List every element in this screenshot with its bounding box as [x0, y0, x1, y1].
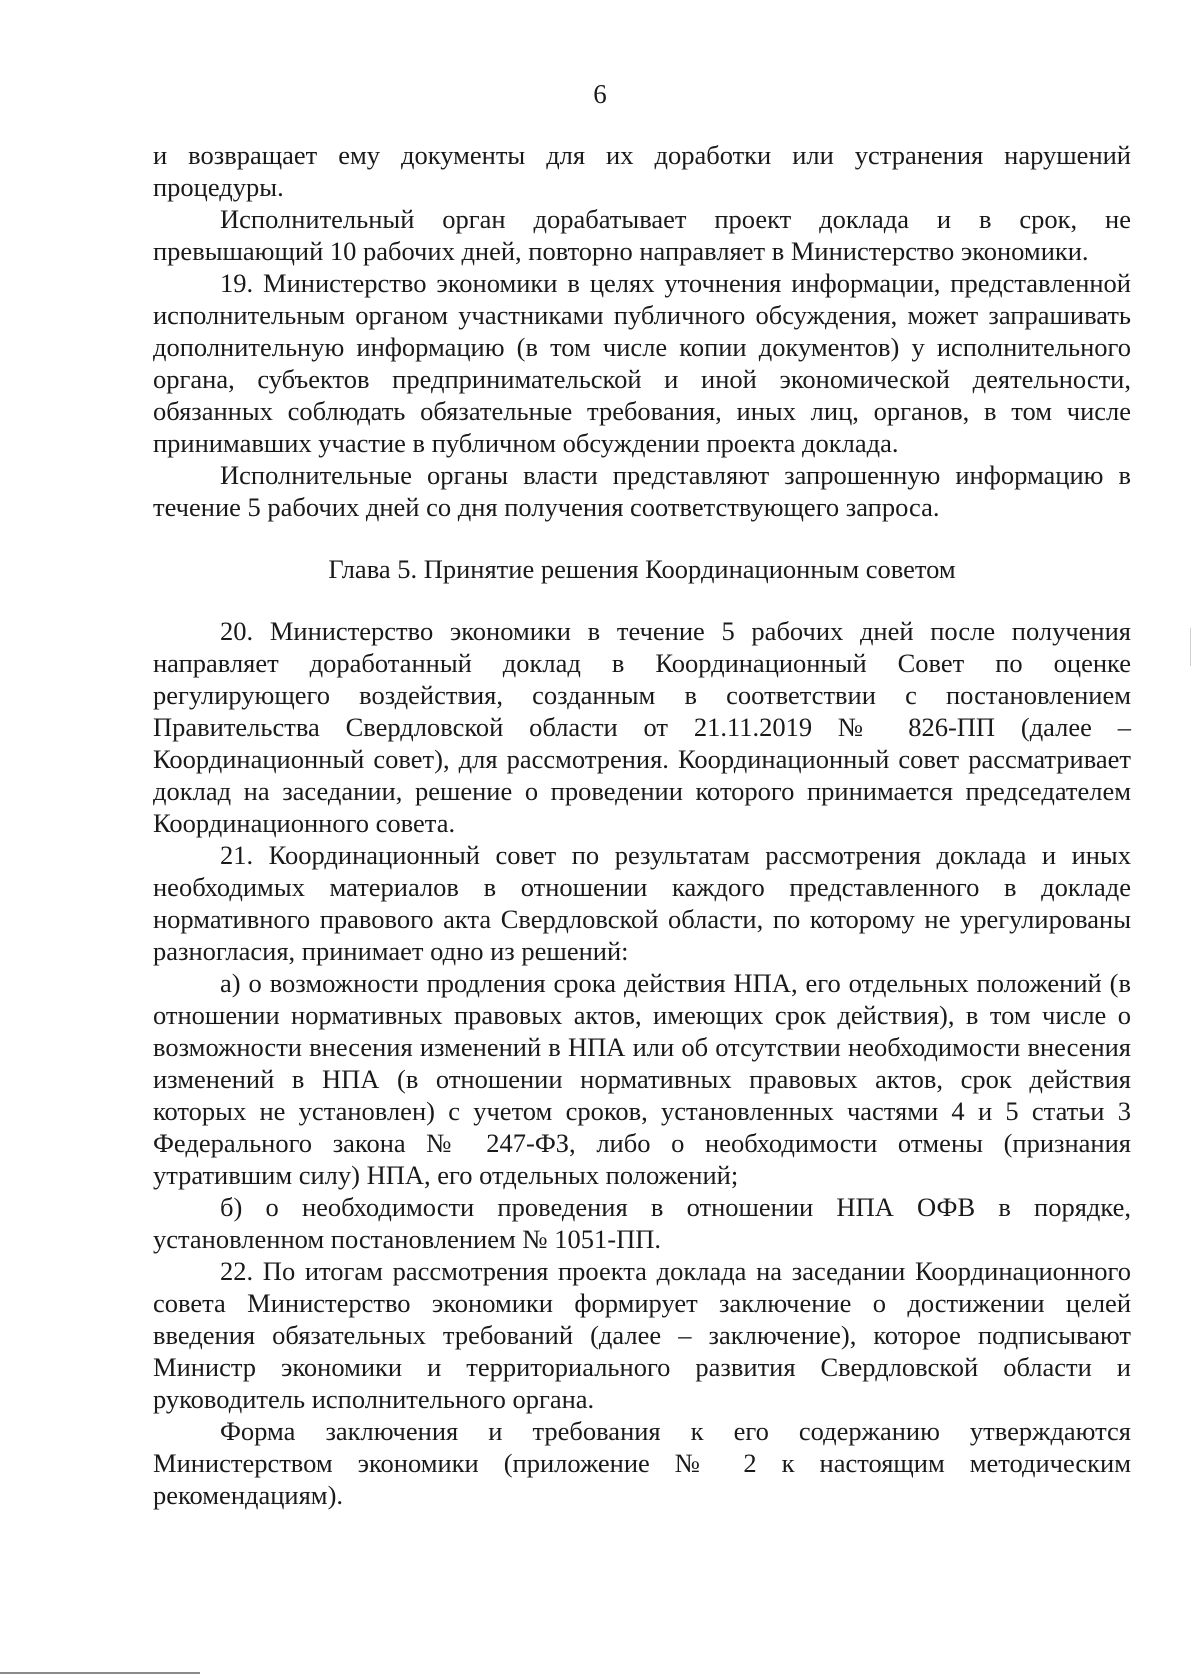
chapter-heading: Глава 5. Принятие решения Координационным советом [328, 554, 956, 584]
paragraph-subitem-a: а) о возможности продления срока действия НПА, его отдельных положений (в отношении нормативных правовых актов, имеющих срок действия), в том числе о возможности внесения изменений в НПА или об отсутствии необходимости внесения изменений в НПА (в отношении нормативных правовых актов, срок действия которых не установлен) с учетом сроков, установленных частями 4 и 5 статьи 3 Федерального закона № 247-ФЗ, либо о необходимости отмены (признания утратившим силу) НПА, его отдельных положений; [153, 968, 1131, 1190]
scan-artifact-mark [1190, 628, 1191, 666]
paragraph-item-21: 21. Координационный совет по результатам рассмотрения доклада и иных необходимых материалов в отношении каждого представленного в докладе нормативного правового акта Свердловской области, по которому не урегулированы разногласия, принимает одно из решений: [153, 840, 1131, 966]
paragraph-item-19: 19. Министерство экономики в целях уточнения информации, представленной исполнительным органом участниками публичного обсуждения, может запрашивать дополнительную информацию (в том числе копии документов) у исполнительного органа, субъектов предпринимательской и иной экономической деятельности, обязанных соблюдать обязательные требования, иных лиц, органов, в том числе принимавших участие в публичном обсуждении проекта доклада. [153, 268, 1131, 458]
scan-artifact-line [0, 1672, 200, 1674]
paragraph-continuation: и возвращает ему документы для их доработки или устранения нарушений процедуры. [153, 140, 1131, 202]
paragraph-subitem-b: б) о необходимости проведения в отношении НПА ОФВ в порядке, установленном постановлением № 1051-ПП. [153, 1192, 1131, 1254]
paragraph: Исполнительные органы власти представляют запрошенную информацию в течение 5 рабочих дней со дня получения соответствующего запроса. [153, 460, 1131, 522]
paragraph-item-22: 22. По итогам рассмотрения проекта доклада на заседании Координационного совета Министерство экономики формирует заключение о достижении целей введения обязательных требований (далее – заключение), которое подписывают Министр экономики и территориального развития Свердловской области и руководитель исполнительного органа. [153, 1256, 1131, 1414]
page-number: 6 [593, 79, 607, 109]
paragraph: Исполнительный орган дорабатывает проект доклада и в срок, не превышающий 10 рабочих дней, повторно направляет в Министерство экономики. [153, 204, 1131, 266]
paragraph: Форма заключения и требования к его содержанию утверждаются Министерством экономики (приложение № 2 к настоящим методическим рекомендациям). [153, 1416, 1131, 1510]
paragraph-item-20: 20. Министерство экономики в течение 5 рабочих дней после получения направляет доработанный доклад в Координационный Совет по оценке регулирующего воздействия, созданным в соответствии с постановлением Правительства Свердловской области от 21.11.2019 № 826-ПП (далее – Координационный совет), для рассмотрения. Координационный совет рассматривает доклад на заседании, решение о проведении которого принимается председателем Координационного совета. [153, 616, 1131, 838]
document-body [153, 139, 1131, 1511]
